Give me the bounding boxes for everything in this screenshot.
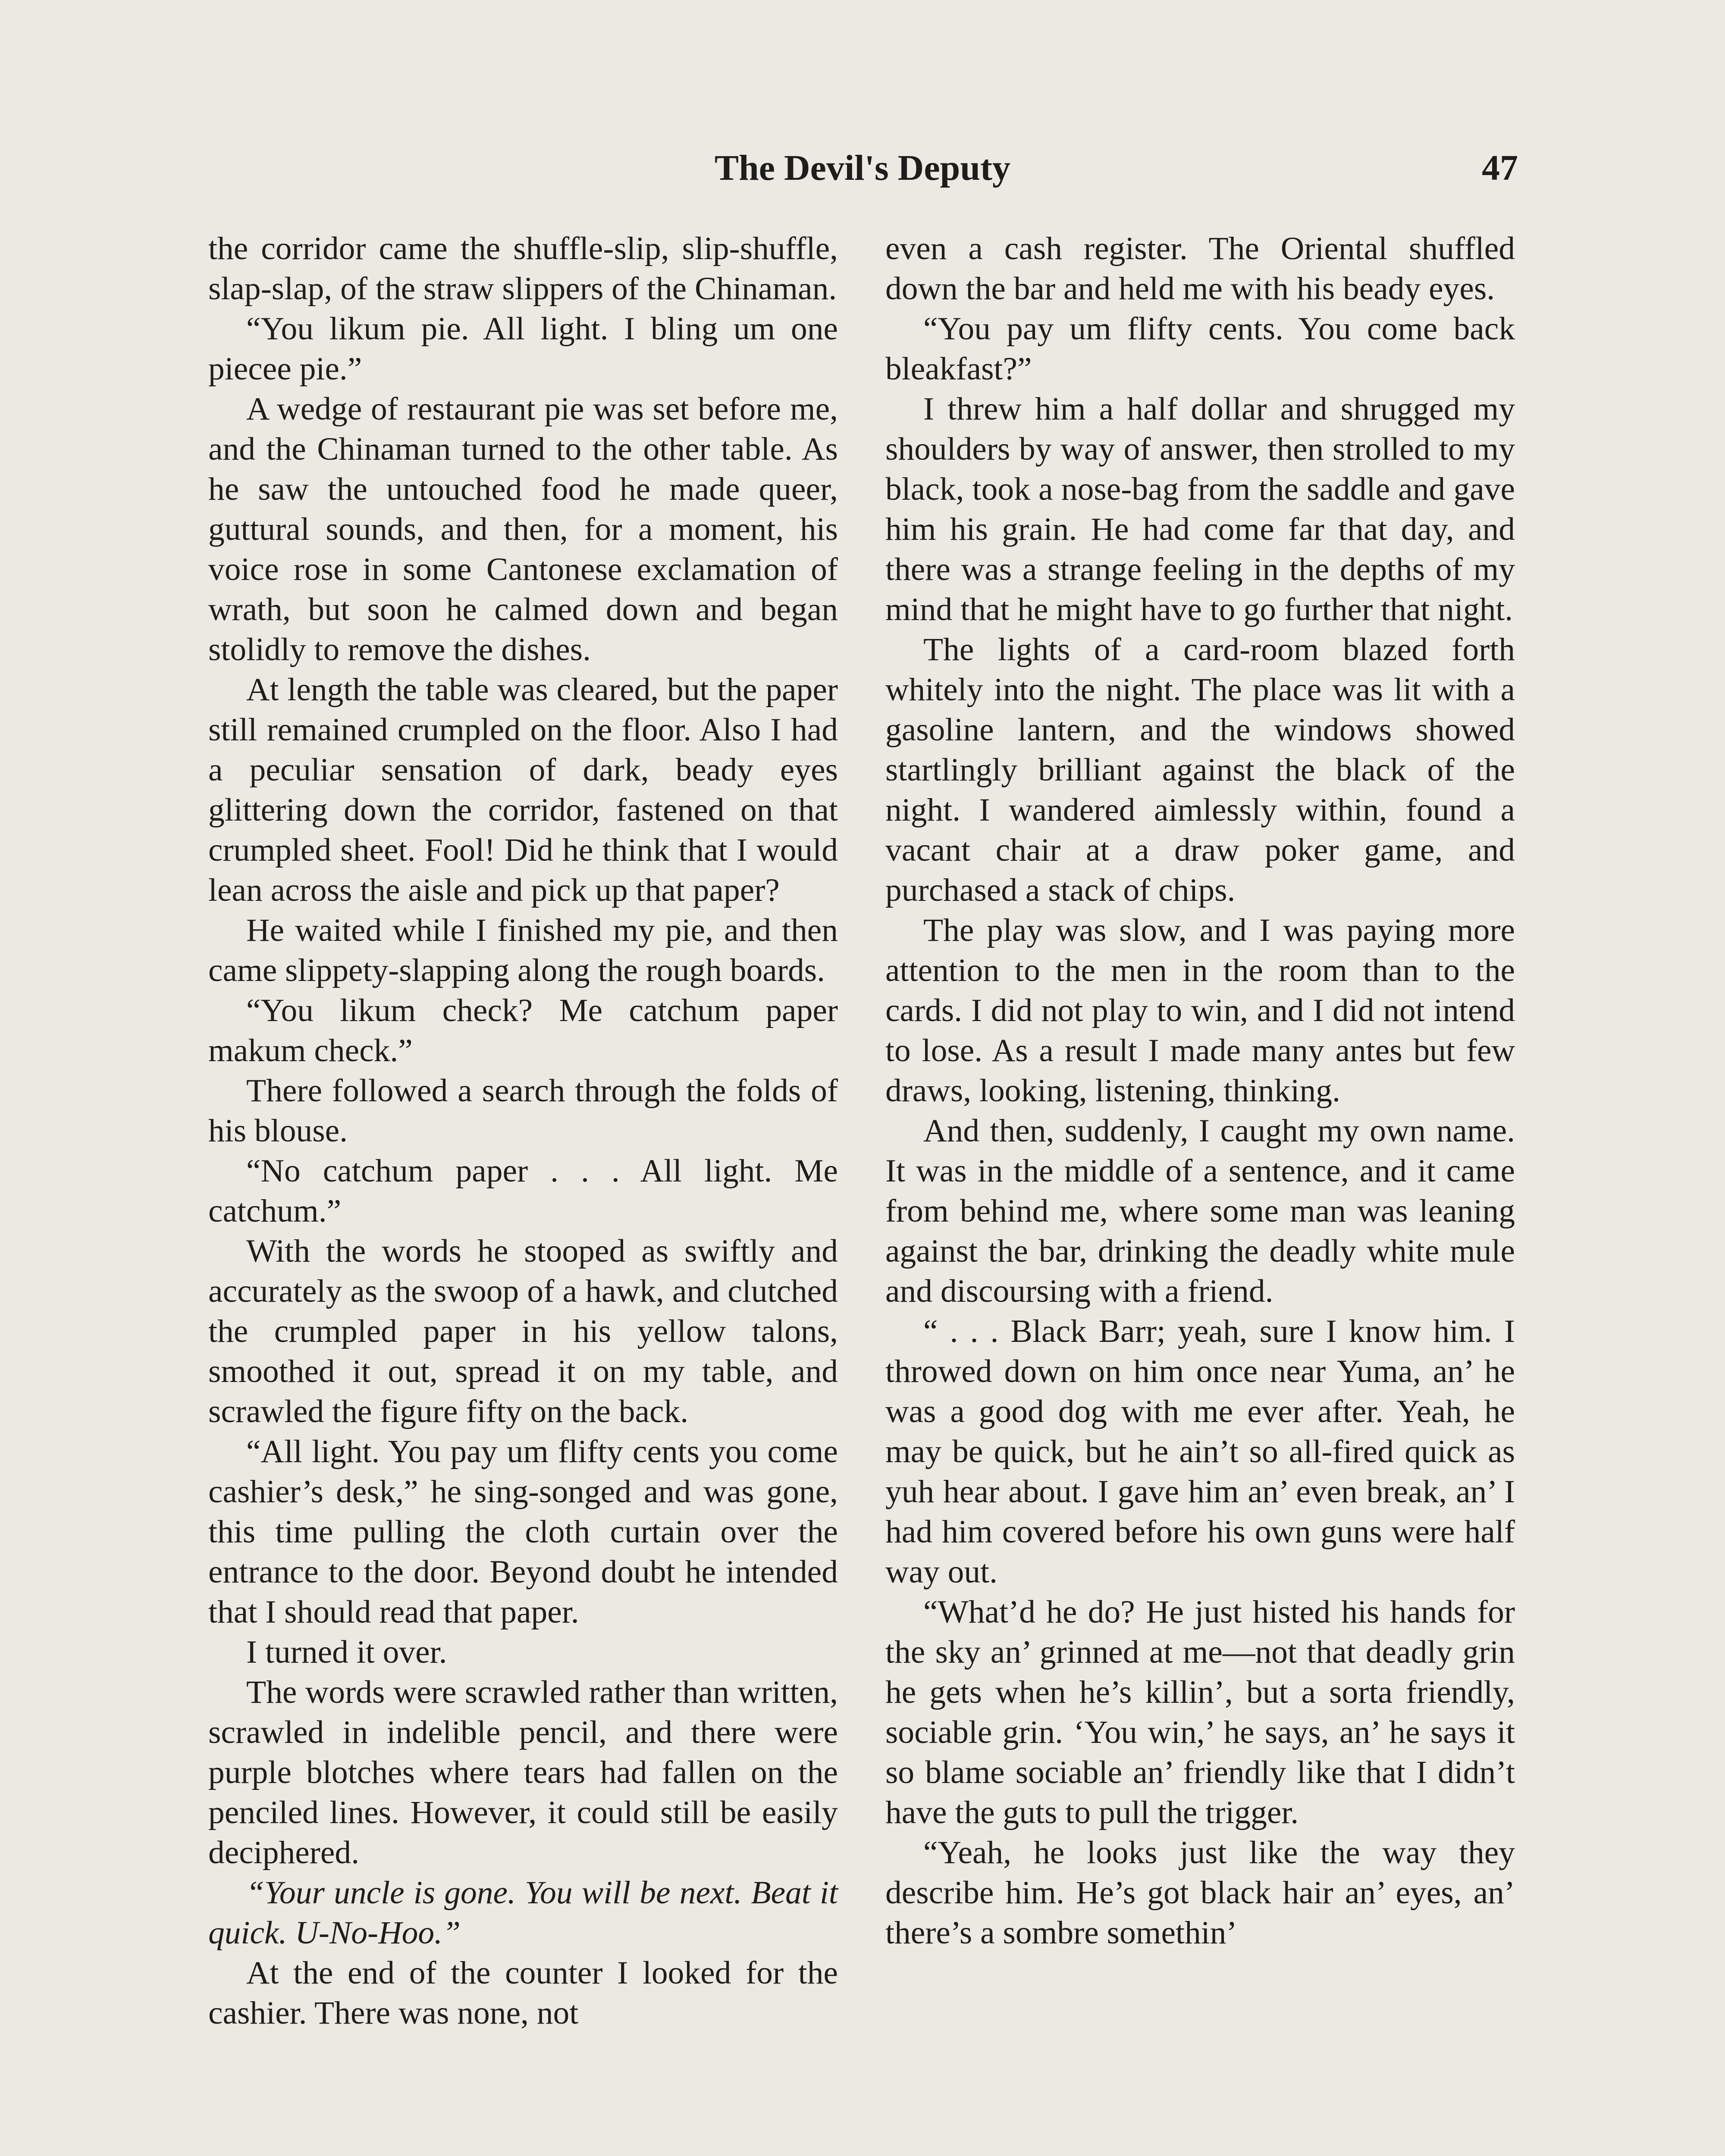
paragraph: “You pay um flifty cents. You come back bleakfast?” (885, 311, 1515, 387)
paragraph: The lights of a card-room blazed forth whitely into the night. The place was lit with a gasoline lantern, and the windows showed startlingly brilliant against the black of the night. I wandered aimlessly within, found a vacant chair at a draw poker game, and purchased a stack of chips. (885, 632, 1515, 908)
paragraph: I threw him a half dollar and shrugged my shoulders by way of answer, then strolled to my black, took a nose-bag from the saddle and gave him his grain. He had come far that day, and there was a strange feeling in the depths of my mind that he might have to go further that night. (885, 391, 1515, 627)
paragraph: “All light. You pay um flifty cents you come cashier’s desk,” he sing-songed and was gone, this time pulling the cloth curtain over the entrance to the door. Beyond doubt he intended that I should read that paper. (208, 1434, 838, 1630)
paragraph: There followed a search through the folds of his blouse. (208, 1073, 838, 1149)
paragraph: With the words he stooped as swiftly and accurately as the swoop of a hawk, and clutched the crumpled paper in his yellow talons, smoothed it out, spread it on my table, and scrawled the figure fifty on the back. (208, 1233, 838, 1429)
paragraph: “What’d he do? He just histed his hands for the sky an’ grinned at me—not that deadly grin he gets when he’s killin’, but a sorta friendly, sociable grin. ‘You win,’ he says, an’ he says it so blame sociable an’ friendly like that I didn’t have the guts to pull the trigger. (885, 1594, 1515, 1830)
paragraph: “Your uncle is gone. You will be next. Beat it quick. U-No-Hoo.” (208, 1875, 838, 1951)
paragraph: “Yeah, he looks just like the way they describe him. He’s got black hair an’ eyes, an’ there’s a sombre somethin’ (885, 1835, 1515, 1951)
paragraph: “ . . . Black Barr; yeah, sure I know him. I throwed down on him once near Yuma, an’ he was a good dog with me ever after. Yeah, he may be quick, but he ain’t so all-fired quick as yuh hear about. I gave him an’ even break, an’ I had him covered before his own guns were half way out. (885, 1313, 1515, 1590)
paragraph: “You likum pie. All light. I bling um one piecee pie.” (208, 311, 838, 387)
paragraph: “No catchum paper . . . All light. Me catchum.” (208, 1153, 838, 1229)
running-title: The Devil's Deputy (714, 148, 1011, 188)
paragraph: And then, suddenly, I caught my own name. It was in the middle of a sentence, and it came from behind me, where some man was leaning against the bar, drinking the deadly white mule and discoursing with a friend. (885, 1113, 1515, 1309)
paragraph: A wedge of restaurant pie was set before me, and the Chinaman turned to the other table. As he saw the untouched food he made queer, guttural sounds, and then, for a moment, his voice rose in some Cantonese exclamation of wrath, but soon he calmed down and began stolidly to remove the dishes. (208, 391, 838, 667)
left-text-column (208, 229, 838, 2033)
paragraph: I turned it over. (246, 1634, 447, 1670)
paragraph: At the end of the counter I looked for the cashier. There was none, not (208, 1955, 838, 2031)
running-head (207, 142, 1518, 194)
paragraph: even a cash register. The Oriental shuffled down the bar and held me with his beady eyes. (885, 231, 1515, 307)
paragraph: The play was slow, and I was paying more attention to the men in the room than to the cards. I did not play to win, and I did not intend to lose. As a result I made many antes but few draws, looking, listening, thinking. (885, 912, 1515, 1109)
paragraph: “You likum check? Me catchum paper makum check.” (208, 993, 838, 1069)
paragraph: the corridor came the shuffle-slip, slip-shuffle, slap-slap, of the straw slippers of the Chinaman. (208, 231, 838, 307)
right-text-column (885, 229, 1515, 1953)
page-number: 47 (1482, 148, 1518, 188)
paragraph: The words were scrawled rather than written, scrawled in indelible pencil, and there were purple blotches where tears had fallen on the penciled lines. However, it could still be easily deciphered. (208, 1674, 838, 1871)
paragraph: He waited while I finished my pie, and then came slippety-slapping along the rough boards. (208, 912, 838, 988)
paragraph: At length the table was cleared, but the paper still remained crumpled on the floor. Also I had a peculiar sensation of dark, beady eyes glittering down the corridor, fastened on that crumpled sheet. Fool! Did he think that I would lean across the aisle and pick up that paper? (208, 672, 838, 908)
